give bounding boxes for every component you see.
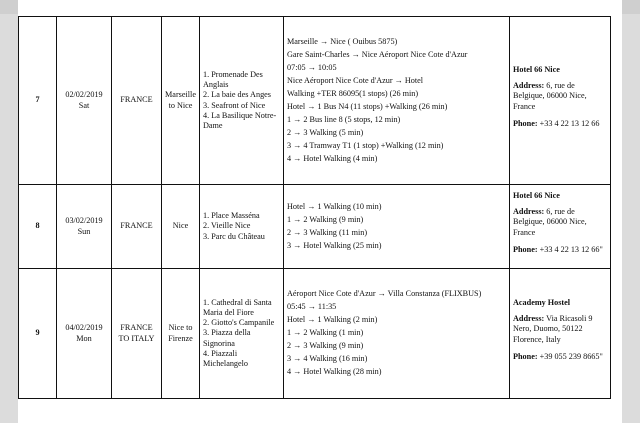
route-line: Nice Aéroport Nice Cote d'Azur → Hotel bbox=[287, 75, 424, 85]
left-gutter bbox=[0, 14, 18, 423]
address-label: Address: bbox=[513, 81, 545, 91]
country-cell bbox=[112, 17, 162, 185]
address-value: 6, rue de Belgique, 06000 Nice, France bbox=[513, 207, 587, 237]
list-item: 2. La baie des Anges bbox=[203, 90, 271, 100]
route-line: 2 → 3 Walking (11 min) bbox=[287, 227, 368, 237]
route-line: Hotel → 1 Walking (2 min) bbox=[287, 315, 378, 325]
phone-value: +33 4 22 13 12 66" bbox=[537, 244, 603, 254]
route-line: Walking +TER 86095(1 stops) (26 min) bbox=[287, 88, 419, 98]
weekday-value: Mon bbox=[76, 333, 92, 343]
country-cell bbox=[112, 269, 162, 399]
list-item: 3. Parc du Château bbox=[203, 231, 265, 241]
route-line: Hotel → 1 Walking (10 min) bbox=[287, 201, 382, 211]
date-cell bbox=[57, 17, 112, 185]
route-line: 3 → 4 Tramway T1 (1 stop) +Walking (12 min) bbox=[287, 140, 444, 150]
route-line: 1 → 2 Walking (9 min) bbox=[287, 214, 364, 224]
table-row bbox=[19, 269, 611, 399]
hotel-cell bbox=[510, 185, 611, 269]
date-cell bbox=[57, 269, 112, 399]
sights-cell bbox=[200, 269, 284, 399]
hotel-address bbox=[513, 314, 607, 345]
list-item: 3. Piazza della Signorina bbox=[203, 328, 251, 348]
weekday-value: Sun bbox=[77, 226, 91, 236]
weekday-value: Sat bbox=[78, 100, 90, 110]
city-cell bbox=[162, 269, 200, 399]
day-number-cell bbox=[19, 269, 57, 399]
day-number: 9 bbox=[35, 328, 40, 338]
city-value: Marseille to Nice bbox=[165, 90, 196, 110]
country-value: FRANCE TO ITALY bbox=[118, 323, 155, 343]
hotel-name: Academy Hostel bbox=[513, 297, 571, 307]
route-line: 2 → 3 Walking (9 min) bbox=[287, 341, 364, 351]
date-cell bbox=[57, 185, 112, 269]
sights-cell bbox=[200, 185, 284, 269]
list-item: 3. Seafront of Nice bbox=[203, 100, 266, 110]
route-line: 3 → Hotel Walking (25 min) bbox=[287, 240, 382, 250]
hotel-cell bbox=[510, 17, 611, 185]
route-line: Hotel → 1 Bus N4 (11 stops) +Walking (26 min) bbox=[287, 101, 448, 111]
route-line: 07:05 → 10:05 bbox=[287, 62, 337, 72]
city-cell bbox=[162, 185, 200, 269]
hotel-cell bbox=[510, 269, 611, 399]
route-cell bbox=[284, 185, 510, 269]
route-line: 3 → 4 Walking (16 min) bbox=[287, 354, 368, 364]
country-cell bbox=[112, 185, 162, 269]
phone-label: Phone: bbox=[513, 118, 538, 128]
list-item: 4. Piazzali Michelangelo bbox=[203, 348, 249, 369]
day-number-cell bbox=[19, 17, 57, 185]
city-value: Nice to Firenze bbox=[168, 323, 193, 343]
route-line: 4 → Hotel Walking (28 min) bbox=[287, 367, 382, 377]
city-cell bbox=[162, 17, 200, 185]
hotel-name: Hotel 66 Nice bbox=[513, 190, 560, 200]
route-line: 2 → 3 Walking (5 min) bbox=[287, 127, 364, 137]
address-value: 6, rue de Belgique, 06000 Nice, France bbox=[513, 81, 587, 111]
hotel-phone bbox=[513, 352, 607, 362]
hotel-phone bbox=[513, 119, 607, 129]
sights-cell bbox=[200, 17, 284, 185]
phone-label: Phone: bbox=[513, 351, 538, 361]
address-label: Address: bbox=[513, 314, 545, 324]
route-line: 1 → 2 Walking (1 min) bbox=[287, 328, 364, 338]
phone-value: +33 4 22 13 12 66 bbox=[537, 118, 600, 128]
route-line: Gare Saint-Charles → Nice Aéroport Nice Cote d'Azur bbox=[287, 49, 468, 59]
address-value: Via Ricasoli 9 Nero, Duomo, 50122 Florence, Italy bbox=[513, 314, 593, 344]
date-value: 02/02/2019 bbox=[65, 90, 103, 100]
list-item: 4. La Basilique Notre-Dame bbox=[203, 110, 277, 130]
day-number-cell bbox=[19, 185, 57, 269]
sights-list bbox=[203, 298, 280, 370]
date-value: 04/02/2019 bbox=[65, 323, 103, 333]
hotel-address bbox=[513, 207, 607, 238]
address-label: Address: bbox=[513, 207, 545, 217]
hotel-address bbox=[513, 81, 607, 112]
route-line: 05:45 → 11:35 bbox=[287, 302, 337, 312]
phone-label: Phone: bbox=[513, 244, 538, 254]
date-value: 03/02/2019 bbox=[65, 216, 103, 226]
list-item: 1. Promenade Des Anglais bbox=[203, 69, 263, 89]
day-number: 7 bbox=[35, 95, 40, 105]
list-item: 2. Giotto's Campanile bbox=[203, 318, 275, 328]
list-item: 1. Cathedral di Santa Maria del Fiore bbox=[203, 297, 272, 317]
table-row bbox=[19, 17, 611, 185]
itinerary-table bbox=[18, 16, 611, 399]
phone-value: +39 055 239 8665" bbox=[537, 351, 603, 361]
route-line: Marseille → Nice ( Ouibus 5875) bbox=[287, 36, 398, 46]
country-value: FRANCE bbox=[120, 221, 153, 231]
country-value: FRANCE bbox=[120, 95, 153, 105]
city-value: Nice bbox=[172, 221, 189, 231]
route-cell bbox=[284, 269, 510, 399]
route-line: 4 → Hotel Walking (4 min) bbox=[287, 153, 378, 163]
route-cell bbox=[284, 17, 510, 185]
table-row bbox=[19, 185, 611, 269]
list-item: 2. Vieille Nice bbox=[203, 221, 251, 231]
list-item: 1. Place Masséna bbox=[203, 211, 260, 221]
route-line: 1 → 2 Bus line 8 (5 stops, 12 min) bbox=[287, 114, 401, 124]
hotel-phone bbox=[513, 245, 607, 255]
sights-list bbox=[203, 70, 280, 132]
day-number: 8 bbox=[35, 221, 40, 231]
sights-list bbox=[203, 211, 280, 242]
hotel-name: Hotel 66 Nice bbox=[513, 64, 560, 74]
route-line: Aéroport Nice Cote d'Azur → Villa Constanza (FLIXBUS) bbox=[287, 289, 482, 299]
right-gutter bbox=[622, 14, 640, 423]
